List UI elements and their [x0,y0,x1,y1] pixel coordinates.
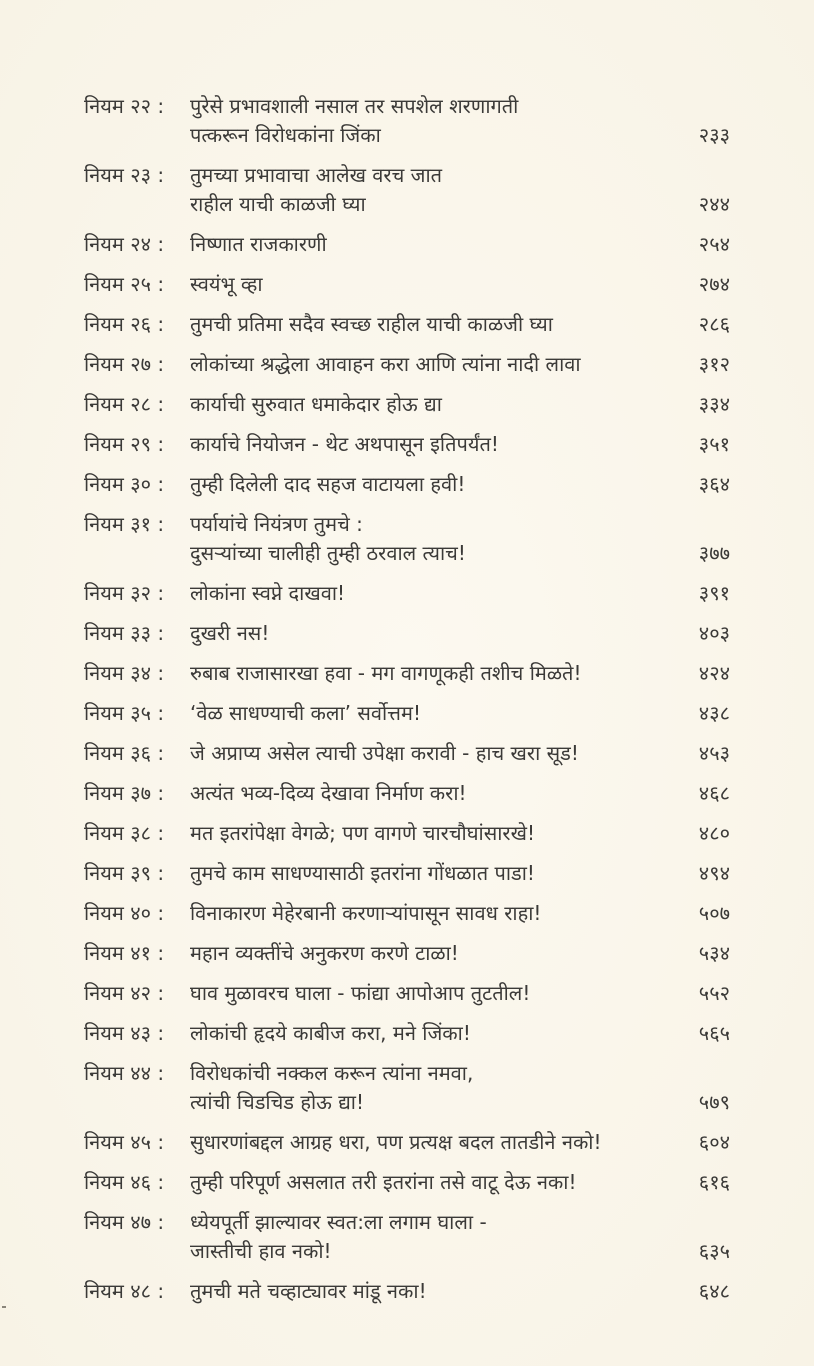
toc-entry-23 [84,161,734,219]
rule-title-line: जे अप्राप्य असेल त्याची उपेक्षा करावी - हाच खरा सूड! [190,741,579,765]
rule-title [190,1168,678,1197]
rule-number-label: नियम ३५ : [84,701,165,725]
rule-title-line: ध्येयपूर्ती झाल्यावर स्वत:ला लगाम घाला - [190,1210,487,1234]
page-number: २७४ [698,272,730,296]
toc-entry-24 [84,230,734,259]
page-number: २८६ [698,312,730,336]
rule-title-line: अत्यंत भव्य-दिव्य देखावा निर्माण करा! [190,781,467,805]
toc-entry-27 [84,350,734,379]
rule-title [190,779,678,808]
page-number: ५५२ [698,981,730,1005]
rule-number-label: नियम ४५ : [84,1130,165,1154]
rule-number-label: नियम ३३ : [84,621,165,645]
rule-title-line: महान व्यक्तींचे अनुकरण करणे टाळा! [190,941,459,965]
page-number: ३६४ [698,472,730,496]
page-number: ४६८ [698,781,730,805]
rule-number-label: नियम २६ : [84,312,165,336]
toc-entry-34 [84,659,734,688]
rule-title-line: पत्करून विरोधकांना जिंका [190,123,381,147]
toc-entry-44 [84,1059,734,1117]
toc-entry-29 [84,430,734,459]
page-number: ३७७ [698,541,730,565]
rule-title-line: तुमचे काम साधण्यासाठी इतरांना गोंधळात पाडा! [190,861,535,885]
page-number: ४२४ [698,661,730,685]
rule-title [190,659,678,688]
rule-title [190,350,678,379]
rule-title-line: विनाकारण मेहेरबानी करणाऱ्यांपासून सावध राहा! [190,901,542,925]
rule-title-line: स्वयंभू व्हा [190,272,263,296]
page-number: ५०७ [698,901,730,925]
rule-title [190,510,678,568]
rule-title [190,310,678,339]
toc-entry-26 [84,310,734,339]
rule-title-line: लोकांच्या श्रद्धेला आवाहन करा आणि त्यांना नादी लावा [190,352,581,376]
toc-entry-42 [84,979,734,1008]
page-number: ३९१ [698,581,730,605]
rule-title-line: त्यांची चिडचिड होऊ द्या! [190,1090,364,1114]
rule-title [190,979,678,1008]
toc-entry-43 [84,1019,734,1048]
rule-title [190,1277,678,1306]
rule-title-line: जास्तीची हाव नको! [190,1239,332,1263]
rule-title [190,819,678,848]
rule-title-line: मत इतरांपेक्षा वेगळे; पण वागणे चारचौघांसारखे! [190,821,535,845]
rule-number-label: नियम ३० : [84,472,165,496]
toc-entry-36 [84,739,734,768]
page-number: ४०३ [698,621,730,645]
rule-title [190,1128,678,1157]
rule-title-line: पुरेसे प्रभावशाली नसाल तर सपशेल शरणागती [190,94,519,118]
rule-title [190,430,678,459]
rule-number-label: नियम ३८ : [84,821,165,845]
page-number: ४३८ [698,701,730,725]
rule-number-label: नियम २५ : [84,272,165,296]
rule-title-line: घाव मुळावरच घाला - फांद्या आपोआप तुटतील! [190,981,531,1005]
rule-title-line: लोकांना स्वप्ने दाखवा! [190,581,346,605]
rule-number-label: नियम २२ : [84,94,165,118]
toc-entry-40 [84,899,734,928]
rule-title-line: तुमची मते चव्हाट्यावर मांडू नका! [190,1279,427,1303]
rule-title [190,699,678,728]
page-number: ५७९ [698,1090,730,1114]
table-of-contents [84,92,734,1317]
rule-number-label: नियम ३१ : [84,512,165,536]
rule-number-label: नियम ४२ : [84,981,165,1005]
toc-entry-31 [84,510,734,568]
toc-entry-25 [84,270,734,299]
rule-number-label: नियम २७ : [84,352,165,376]
rule-title-line: दुखरी नस! [190,621,270,645]
rule-title-line: ‘वेळ साधण्याची कला’ सर्वोत्तम! [190,701,421,725]
rule-number-label: नियम २३ : [84,163,165,187]
page-number: ५३४ [698,941,730,965]
rule-number-label: नियम ४८ : [84,1279,165,1303]
toc-entry-32 [84,579,734,608]
rule-title [190,470,678,499]
rule-title [190,1208,678,1266]
toc-entry-22 [84,92,734,150]
rule-title-line: राहील याची काळजी घ्या [190,192,366,216]
rule-title [190,230,678,259]
toc-entry-28 [84,390,734,419]
rule-number-label: नियम ३४ : [84,661,165,685]
rule-number-label: नियम २९ : [84,432,165,456]
rule-title-line: पर्यायांचे नियंत्रण तुमचे : [190,512,363,536]
rule-title-line: सुधारणांबद्दल आग्रह धरा, पण प्रत्यक्ष बदल तातडीने नको! [190,1130,602,1154]
rule-number-label: नियम ४१ : [84,941,165,965]
rule-title [190,390,678,419]
toc-entry-45 [84,1128,734,1157]
rule-title [190,270,678,299]
rule-title-line: विरोधकांची नक्कल करून त्यांना नमवा, [190,1061,474,1085]
rule-number-label: नियम २८ : [84,392,165,416]
rule-number-label: नियम ४० : [84,901,165,925]
page-number: ६४८ [698,1279,730,1303]
page-number: ४८० [698,821,730,845]
page-number: ३१२ [698,352,730,376]
page-number: ६१६ [698,1170,730,1194]
rule-title-line: दुसऱ्यांच्या चालीही तुम्ही ठरवाल त्याच! [190,541,466,565]
page-number: २४४ [698,192,730,216]
rule-title [190,579,678,608]
rule-number-label: नियम ३६ : [84,741,165,765]
rule-title [190,1019,678,1048]
page-number: ५६५ [698,1021,730,1045]
rule-number-label: नियम ३९ : [84,861,165,885]
toc-entry-38 [84,819,734,848]
rule-title-line: तुमची प्रतिमा सदैव स्वच्छ राहील याची काळजी घ्या [190,312,553,336]
rule-title [190,939,678,968]
toc-entry-39 [84,859,734,888]
rule-title [190,899,678,928]
margin-mark [2,1306,6,1308]
rule-number-label: नियम ४४ : [84,1061,165,1085]
rule-title [190,739,678,768]
rule-title [190,1059,678,1117]
page-number: ६३५ [698,1239,730,1263]
page-number: ३५१ [698,432,730,456]
rule-number-label: नियम ३२ : [84,581,165,605]
page-number: ३३४ [698,392,730,416]
rule-title [190,859,678,888]
rule-title [190,619,678,648]
toc-entry-35 [84,699,734,728]
rule-title-line: तुमच्या प्रभावाचा आलेख वरच जात [190,163,443,187]
rule-title [190,161,678,219]
toc-entry-33 [84,619,734,648]
page-number: ४५३ [698,741,730,765]
rule-title-line: तुम्ही दिलेली दाद सहज वाटायला हवी! [190,472,466,496]
rule-number-label: नियम ४७ : [84,1210,165,1234]
page-number: २३३ [698,123,730,147]
rule-title-line: निष्णात राजकारणी [190,232,327,256]
rule-number-label: नियम ४६ : [84,1170,165,1194]
rule-title-line: रुबाब राजासारखा हवा - मग वागणूकही तशीच मिळते! [190,661,582,685]
rule-title [190,92,678,150]
page-number: २५४ [698,232,730,256]
rule-number-label: नियम २४ : [84,232,165,256]
page-number: ४९४ [698,861,730,885]
rule-title-line: कार्याचे नियोजन - थेट अथपासून इतिपर्यंत! [190,432,499,456]
rule-number-label: नियम ४३ : [84,1021,165,1045]
toc-entry-48 [84,1277,734,1306]
rule-title-line: लोकांची हृदये काबीज करा, मने जिंका! [190,1021,471,1045]
toc-entry-41 [84,939,734,968]
rule-title-line: कार्याची सुरुवात धमाकेदार होऊ द्या [190,392,442,416]
page-number: ६०४ [698,1130,730,1154]
rule-number-label: नियम ३७ : [84,781,165,805]
rule-title-line: तुम्ही परिपूर्ण असलात तरी इतरांना तसे वाटू देऊ नका! [190,1170,577,1194]
toc-entry-47 [84,1208,734,1266]
toc-entry-46 [84,1168,734,1197]
toc-entry-37 [84,779,734,808]
toc-entry-30 [84,470,734,499]
